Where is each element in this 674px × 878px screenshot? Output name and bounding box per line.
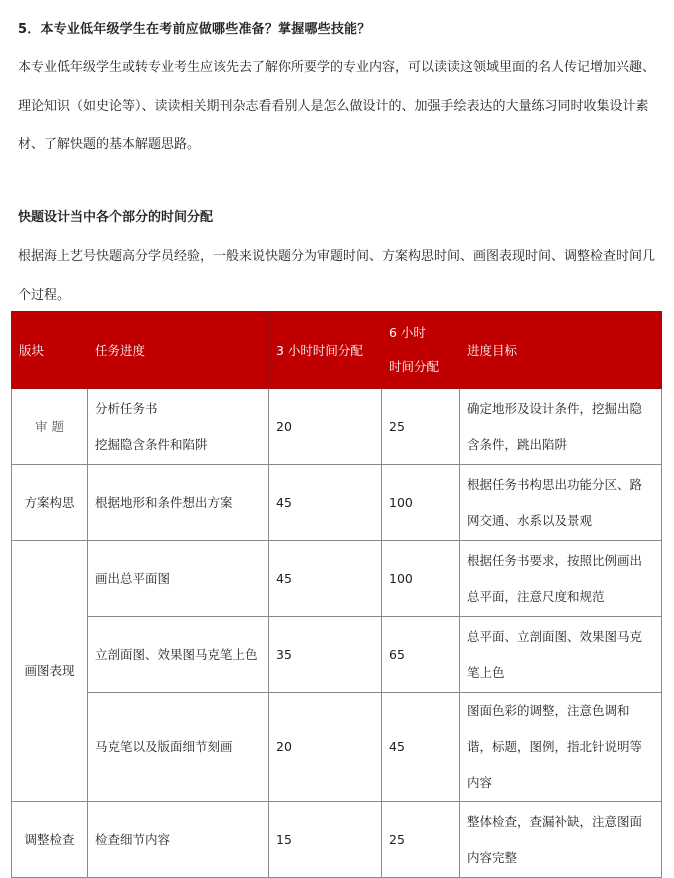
h3-cell: 45: [269, 541, 382, 617]
answer-paragraph: 本专业低年级学生或转专业考生应该先去了解你所要学的专业内容，可以读读这领域里面的名人传记增加兴趣、理论知识（如史论等）、读读相关期刊杂志看看别人是怎么做设计的、加强手绘表达的大量练习同时收集设计素材、了解快题的基本解题思路。: [18, 60, 656, 152]
h6-cell: 25: [382, 389, 460, 465]
task-cell: [88, 389, 269, 465]
header-3h: 3 小时时间分配: [269, 312, 382, 389]
header-6h-line1: 6 小时: [389, 325, 426, 340]
section-title: 快题设计当中各个部分的时间分配: [18, 210, 214, 225]
goal-cell: 根据任务书构思出功能分区、路网交通、水系以及景观: [460, 465, 662, 541]
goal-cell: 总平面、立剖面图、效果图马克笔上色: [460, 617, 662, 693]
goal-cell: 图面色彩的调整，注意色调和谐，标题，图例，指北针说明等内容: [460, 693, 662, 802]
header-goal: 进度目标: [460, 312, 662, 389]
table-row: [12, 617, 662, 693]
header-task: 任务进度: [88, 312, 269, 389]
h6-cell: 100: [382, 465, 460, 541]
goal-cell: 确定地形及设计条件，挖掘出隐含条件，跳出陷阱: [460, 389, 662, 465]
table-header-row: [12, 312, 662, 389]
task-cell: 画出总平面图: [88, 541, 269, 617]
header-6h-line2: 时间分配: [389, 359, 440, 374]
table-row: [12, 802, 662, 878]
task-cell: 检查细节内容: [88, 802, 269, 878]
goal-cell: 整体检查，查漏补缺，注意图面内容完整: [460, 802, 662, 878]
intro-paragraph: 根据海上艺号快题高分学员经验，一般来说快题分为审题时间、方案构思时间、画图表现时间、调整检查时间几个过程。: [18, 249, 656, 303]
h6-cell: 25: [382, 802, 460, 878]
h3-cell: 20: [269, 389, 382, 465]
header-6h: [382, 312, 460, 389]
table-row: [12, 693, 662, 802]
time-allocation-table: [11, 311, 662, 878]
h3-cell: 20: [269, 693, 382, 802]
h6-cell: 65: [382, 617, 460, 693]
h3-cell: 35: [269, 617, 382, 693]
task-cell: 根据地形和条件想出方案: [88, 465, 269, 541]
section-cell: 调整检查: [12, 802, 88, 878]
header-section: 版块: [12, 312, 88, 389]
h6-cell: 100: [382, 541, 460, 617]
h3-cell: 15: [269, 802, 382, 878]
section-cell: 画图表现: [12, 541, 88, 802]
table-row: [12, 465, 662, 541]
section-cell: 审 题: [12, 389, 88, 465]
task-cell: 立剖面图、效果图马克笔上色: [88, 617, 269, 693]
goal-cell: 根据任务书要求，按照比例画出总平面，注意尺度和规范: [460, 541, 662, 617]
task-line: 挖掘隐含条件和陷阱: [95, 436, 208, 452]
task-line: 分析任务书: [95, 400, 158, 416]
task-cell: 马克笔以及版面细节刻画: [88, 693, 269, 802]
question-title: 5．本专业低年级学生在考前应做哪些准备？掌握哪些技能？: [18, 22, 371, 37]
h6-cell: 45: [382, 693, 460, 802]
table-row: [12, 541, 662, 617]
section-cell: 方案构思: [12, 465, 88, 541]
table-row: [12, 389, 662, 465]
h3-cell: 45: [269, 465, 382, 541]
